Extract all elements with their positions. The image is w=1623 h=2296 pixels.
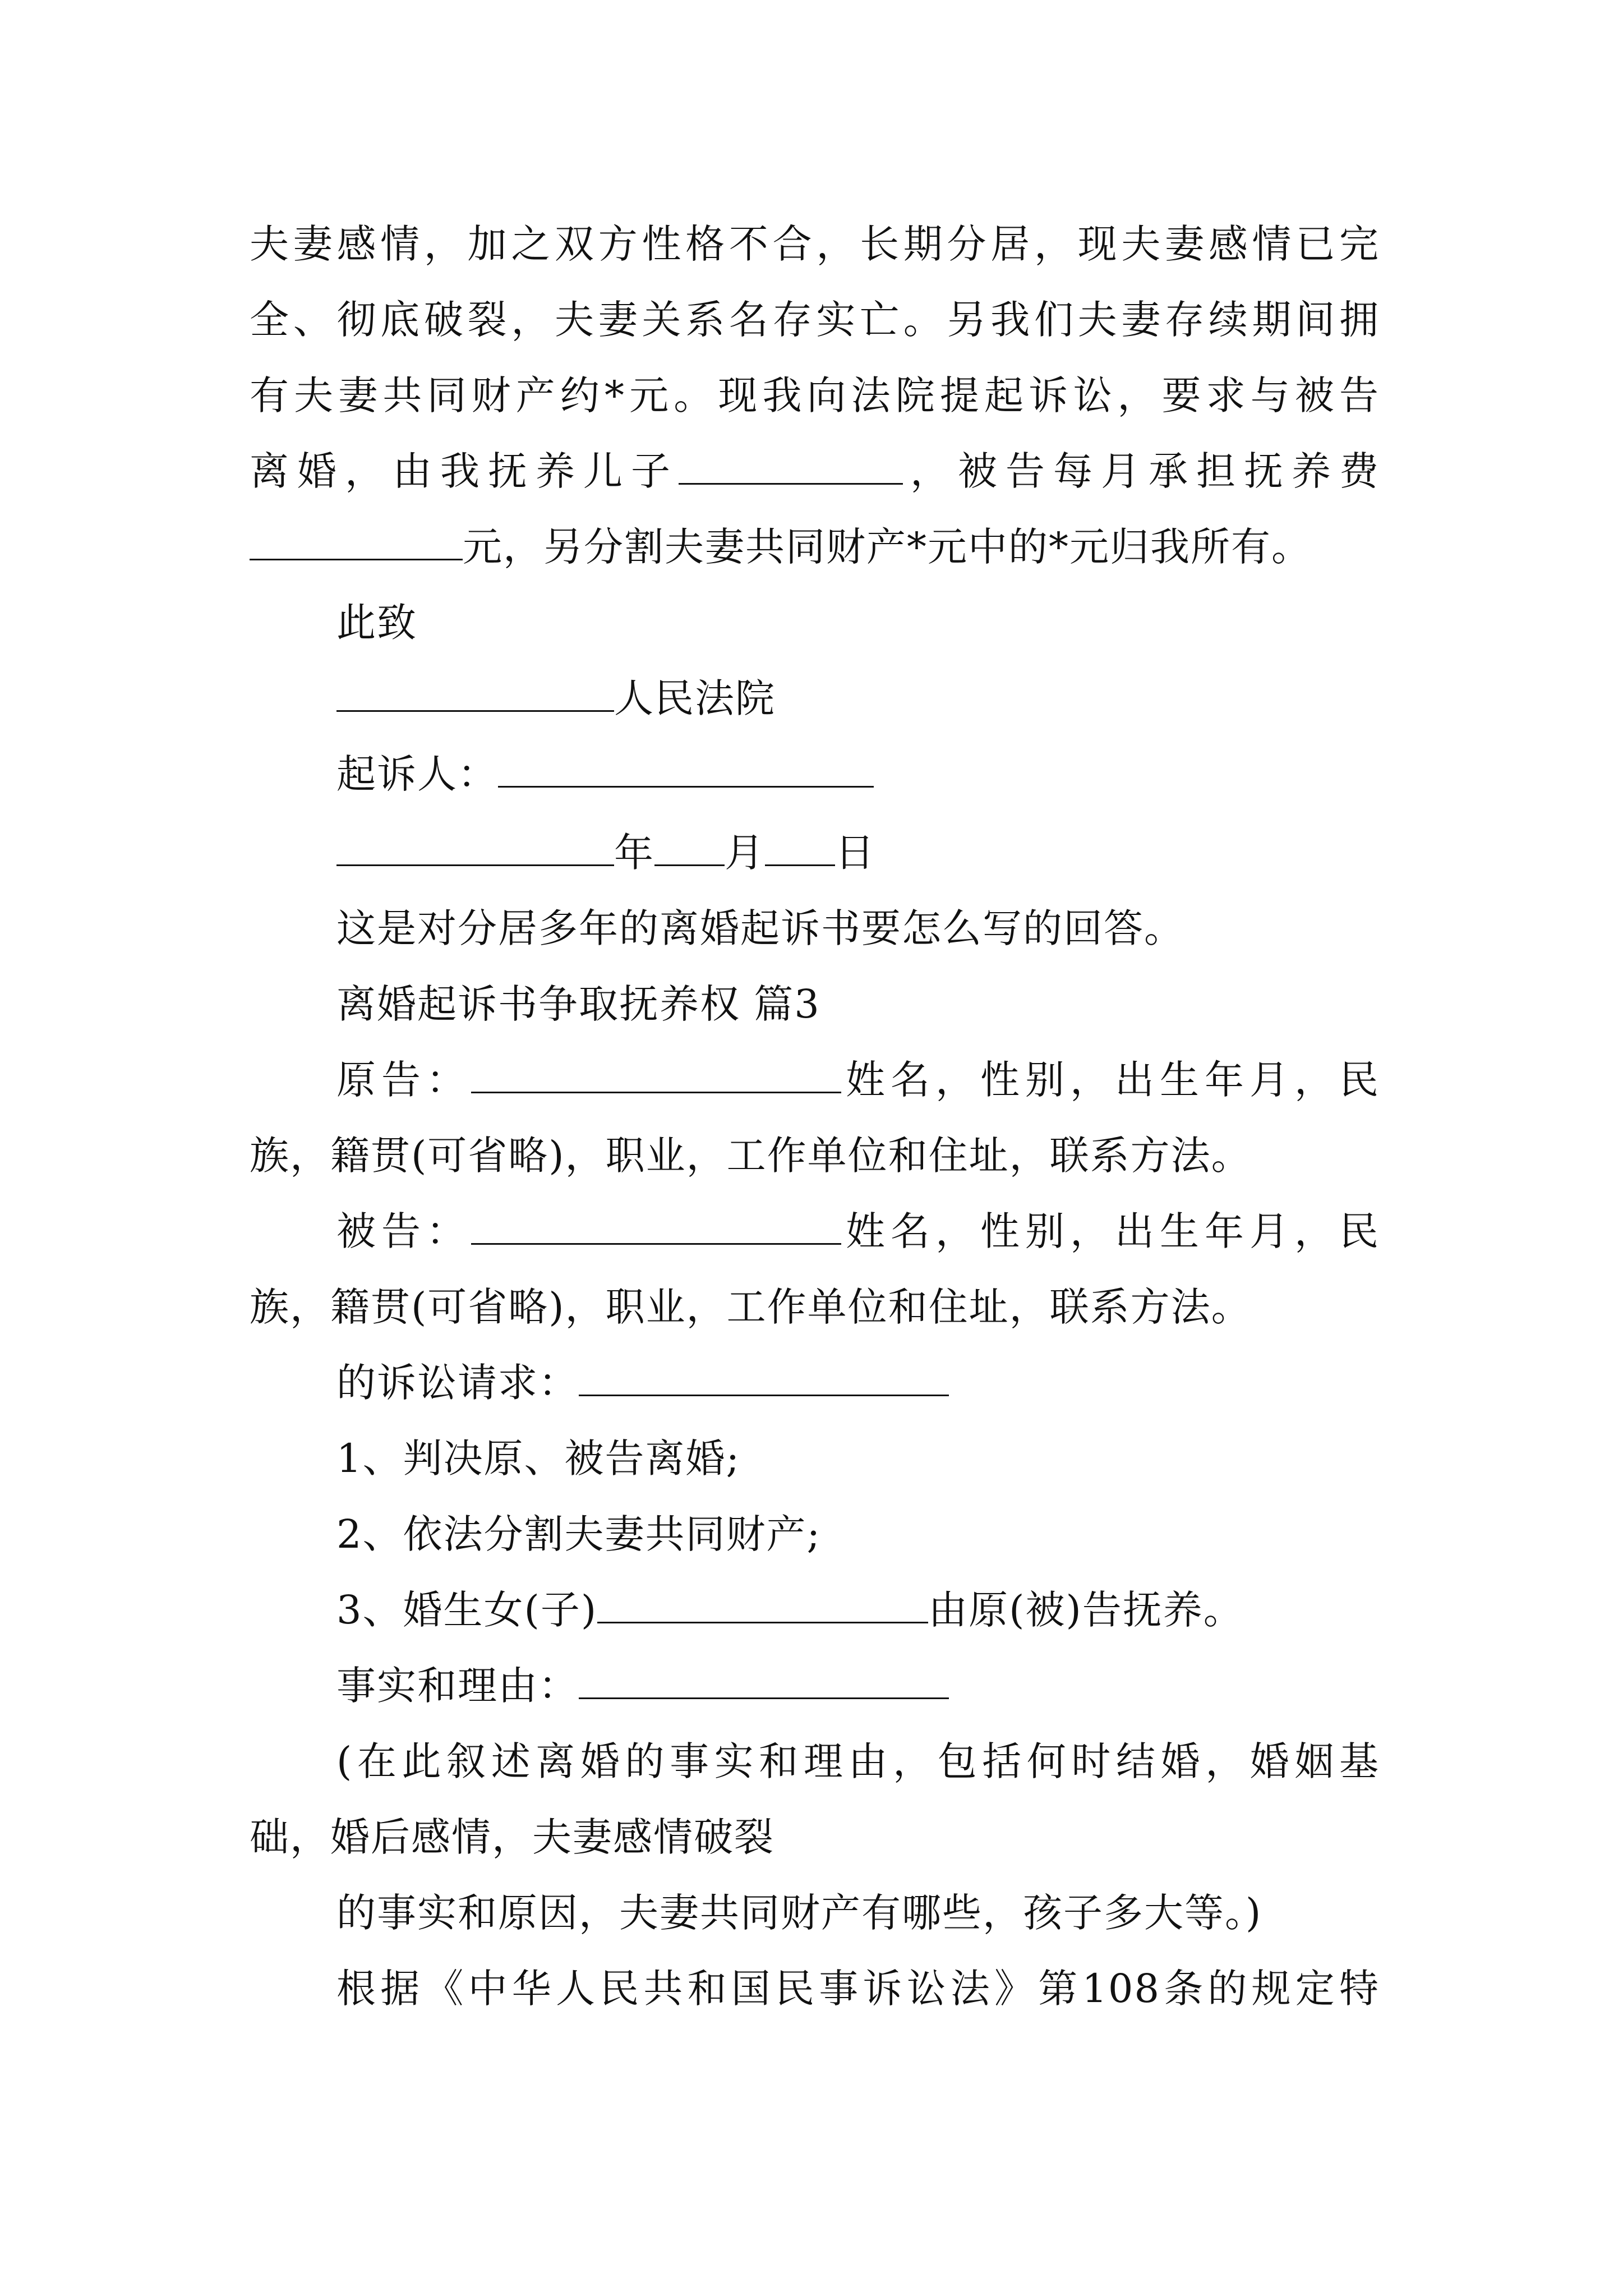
defendant-line	[336, 1203, 1380, 1259]
fill-in-blank	[250, 524, 463, 560]
text-segment: 础，婚后感情，夫妻感情破裂	[250, 1814, 774, 1860]
text-segment: 姓名，性别，出生年月，民	[841, 1057, 1380, 1103]
text-segment: 被告：	[336, 1208, 471, 1254]
salutation	[336, 595, 417, 651]
text-segment: 事实和理由：	[336, 1663, 579, 1709]
text-segment: ，被告每月承担抚养费	[903, 448, 1380, 494]
text-segment: 此致	[336, 600, 417, 646]
text-segment: 日	[835, 830, 875, 876]
text-segment: 全、彻底破裂，夫妻关系名存实亡。另我们夫妻存续期间拥	[250, 297, 1380, 343]
text-segment: 原告：	[336, 1057, 471, 1103]
body-line-3	[250, 367, 1380, 424]
text-segment: 2、依法分割夫妻共同财产;	[336, 1511, 822, 1557]
text-segment: 年	[614, 830, 654, 876]
claim-item-2	[336, 1506, 821, 1562]
text-segment: 族，籍贯(可省略)，职业，工作单位和住址，联系方法。	[250, 1133, 1252, 1179]
section-heading	[336, 976, 820, 1032]
text-segment: 起诉人：	[336, 751, 498, 797]
text-segment: 3、婚生女(子)	[336, 1587, 598, 1633]
body-line-1	[250, 216, 1380, 272]
text-segment: 根据《中华人民共和国民事诉讼法》第108条的规定特	[336, 1966, 1380, 2012]
court-line	[336, 670, 776, 726]
text-segment: 离婚，由我抚养儿子	[250, 448, 679, 494]
claim-item-1	[336, 1430, 740, 1487]
claims-line	[336, 1355, 949, 1411]
defendant-detail-line	[250, 1279, 1252, 1335]
plaintiff-signature-line	[336, 746, 874, 802]
text-segment: 元，另分割夫妻共同财产*元中的*元归我所有。	[463, 524, 1312, 570]
text-segment: 离婚起诉书争取抚养权 篇3	[336, 981, 820, 1027]
body-line-2	[250, 292, 1380, 348]
text-segment: 姓名，性别，出生年月，民	[841, 1208, 1380, 1254]
fill-in-blank	[679, 448, 903, 485]
fill-in-blank	[471, 1208, 841, 1245]
text-segment: 人民法院	[614, 675, 776, 721]
fill-in-blank	[597, 1587, 928, 1623]
facts-note-line-1	[336, 1733, 1380, 1789]
fill-in-blank	[765, 830, 835, 866]
text-segment: 由原(被)告抚养。	[928, 1587, 1244, 1633]
fill-in-blank	[579, 1360, 949, 1396]
facts-note-line-2	[250, 1809, 774, 1865]
plaintiff-line	[336, 1052, 1380, 1108]
fill-in-blank	[498, 751, 874, 788]
text-segment: 夫妻感情，加之双方性格不合，长期分居，现夫妻感情已完	[250, 221, 1380, 267]
facts-note-line-3	[336, 1885, 1262, 1941]
text-segment: (在此叙述离婚的事实和理由，包括何时结婚，婚姻基	[336, 1738, 1380, 1784]
fill-in-blank	[336, 675, 614, 712]
plaintiff-detail-line	[250, 1128, 1252, 1184]
claim-item-3	[336, 1582, 1244, 1638]
text-segment: 的诉讼请求：	[336, 1360, 579, 1406]
text-segment: 的事实和原因，夫妻共同财产有哪些，孩子多大等。)	[336, 1890, 1262, 1936]
body-line-4	[250, 443, 1380, 499]
date-line	[336, 825, 875, 881]
fill-in-blank	[471, 1057, 841, 1093]
fill-in-blank	[579, 1663, 949, 1699]
fill-in-blank	[336, 830, 614, 866]
text-segment: 族，籍贯(可省略)，职业，工作单位和住址，联系方法。	[250, 1284, 1252, 1330]
closing-sentence	[336, 900, 1184, 956]
fill-in-blank	[654, 830, 725, 866]
text-segment: 1、判决原、被告离婚;	[336, 1435, 741, 1481]
legal-basis-line	[336, 1961, 1380, 2017]
body-line-5	[250, 519, 1312, 575]
text-segment: 月	[725, 830, 765, 876]
facts-line	[336, 1658, 949, 1714]
text-segment: 有夫妻共同财产约*元。现我向法院提起诉讼，要求与被告	[250, 372, 1380, 418]
text-segment: 这是对分居多年的离婚起诉书要怎么写的回答。	[336, 905, 1184, 951]
